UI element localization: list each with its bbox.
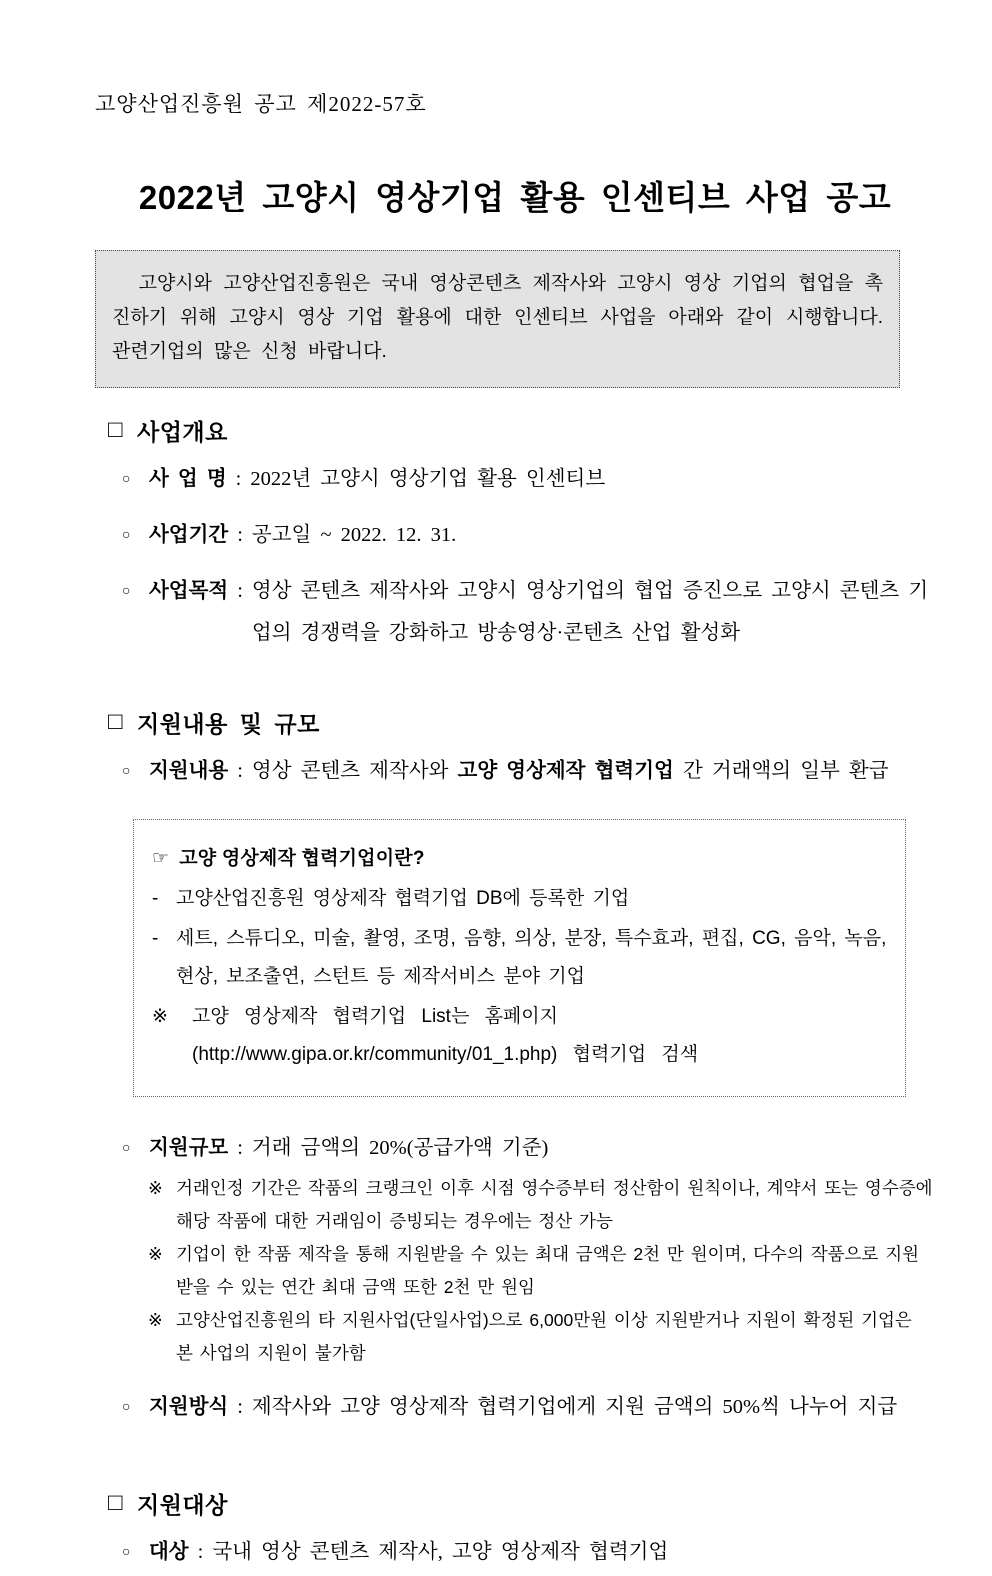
item-label: 대상 (149, 1540, 189, 1563)
footnote (148, 1172, 935, 1238)
item-colon: : (237, 759, 243, 782)
info-box-heading-row (152, 840, 887, 878)
dash-bullet-icon: - (152, 887, 159, 909)
section-heading-overview (108, 414, 935, 447)
circle-bullet-icon: ○ (122, 1140, 131, 1156)
circle-bullet-icon: ○ (122, 1399, 131, 1415)
footnote (148, 1238, 935, 1304)
list-item-target (122, 1531, 935, 1576)
item-label: 사 업 명 (149, 467, 227, 490)
circle-bullet-icon: ○ (122, 527, 131, 543)
item-text: 국내 영상 콘텐츠 제작사, 고양 영상제작 협력기업 (212, 1540, 669, 1563)
section-title: 지원내용 및 규모 (137, 710, 320, 737)
list-item-support-scale (122, 1127, 935, 1172)
intro-text: 고양시와 고양산업진흥원은 국내 영상콘텐츠 제작사와 고양시 영상 기업의 협업을 촉진하기 위해 고양시 영상 기업 활용에 대한 인센티브 사업을 아래와 같이 시행합니다. 관련기업의 많은 신청 바랍니다. (112, 272, 883, 362)
reference-mark-icon: ※ (148, 1243, 163, 1264)
page-title: 2022년 고양시 영상기업 활용 인센티브 사업 공고 (138, 179, 892, 216)
item-text (252, 750, 935, 792)
info-box-line-text: 세트, 스튜디오, 미술, 촬영, 조명, 음향, 의상, 분장, 특수효과, 편집, CG, 음악, 녹음, 현상, 보조출연, 스턴트 등 제작서비스 분야 기업 (176, 927, 887, 987)
list-item-project-name (122, 458, 935, 503)
item-text-bold: 고양 영상제작 협력기업 (457, 759, 674, 782)
item-text: 제작사와 고양 영상제작 협력기업에게 지원 금액의 50%씩 나누어 지급 (251, 1395, 898, 1418)
item-colon: : (237, 1395, 243, 1418)
item-colon: : (197, 1540, 204, 1563)
item-colon: : (235, 467, 242, 490)
circle-bullet-icon: ○ (122, 583, 131, 599)
info-box-heading: 고양 영상제작 협력기업이란? (179, 847, 425, 869)
footnote-text: 거래인정 기간은 작품의 크랭크인 이후 시점 영수증부터 정산함이 원칙이나, 계약서 또는 영수증에 해당 작품에 대한 거래임이 증빙되는 경우에는 정산 가능 (176, 1177, 933, 1231)
item-label: 지원내용 (149, 759, 229, 782)
item-text: 공고일 ~ 2022. 12. 31. (251, 523, 457, 546)
circle-bullet-icon: ○ (122, 763, 131, 779)
reference-mark-icon: ※ (148, 1309, 163, 1330)
square-bullet-icon: □ (108, 416, 123, 444)
info-box-line (152, 920, 887, 996)
info-box-line-text: 고양산업진흥원 영상제작 협력기업 DB에 등록한 기업 (176, 887, 630, 909)
list-item-project-goal (122, 570, 935, 654)
section-heading-target (108, 1487, 935, 1520)
section-heading-support (108, 706, 935, 739)
square-bullet-icon: □ (108, 1489, 123, 1517)
list-item-project-period (122, 514, 935, 559)
pointing-hand-icon: ☞ (152, 847, 170, 869)
item-label: 사업기간 (149, 523, 229, 546)
item-colon: : (237, 579, 243, 602)
item-label: 지원규모 (149, 1136, 229, 1159)
section-title: 지원대상 (137, 1491, 228, 1518)
info-box-line (152, 880, 887, 918)
circle-bullet-icon: ○ (122, 471, 131, 487)
footnote-text: 기업이 한 작품 제작을 통해 지원받을 수 있는 최대 금액은 2천 만 원이며, 다수의 작품으로 지원받을 수 있는 연간 최대 금액 또한 2천 만 원임 (176, 1243, 920, 1297)
reference-mark-icon: ※ (152, 1005, 168, 1027)
item-label: 지원방식 (149, 1395, 229, 1418)
section-title: 사업개요 (137, 418, 228, 445)
square-bullet-icon: □ (108, 708, 123, 736)
item-colon: : (237, 523, 243, 546)
reference-mark-icon: ※ (148, 1177, 163, 1198)
list-item-support-content (122, 750, 935, 795)
item-text-after: 간 거래액의 일부 환급 (673, 759, 889, 782)
item-colon: : (237, 1136, 243, 1159)
circle-bullet-icon: ○ (122, 1544, 131, 1560)
partner-company-info-box (133, 819, 906, 1097)
item-text: 거래 금액의 20%(공급가액 기준) (251, 1136, 549, 1159)
info-box-note-text: 고양 영상제작 협력기업 List는 홈페이지(http://www.gipa.or.kr/community/01_1.php) 협력기업 검색 (192, 1005, 699, 1065)
item-text: 영상 콘텐츠 제작사와 고양시 영상기업의 협업 증진으로 고양시 콘텐츠 기업의 경쟁력을 강화하고 방송영상·콘텐츠 산업 활성화 (251, 579, 929, 644)
intro-box (95, 250, 900, 388)
footnote-text: 고양산업진흥원의 타 지원사업(단일사업)으로 6,000만원 이상 지원받거나 지원이 확정된 기업은 본 사업의 지원이 불가함 (176, 1309, 912, 1363)
dash-bullet-icon: - (152, 927, 159, 949)
item-label: 사업목적 (149, 579, 229, 602)
list-item-support-method (122, 1386, 935, 1431)
item-text: 2022년 고양시 영상기업 활용 인센티브 (250, 467, 606, 490)
item-text-before: 영상 콘텐츠 제작사와 (251, 759, 458, 782)
footnote (148, 1304, 935, 1370)
notice-number: 고양산업진흥원 공고 제2022-57호 (95, 92, 427, 116)
info-box-note (152, 998, 887, 1074)
